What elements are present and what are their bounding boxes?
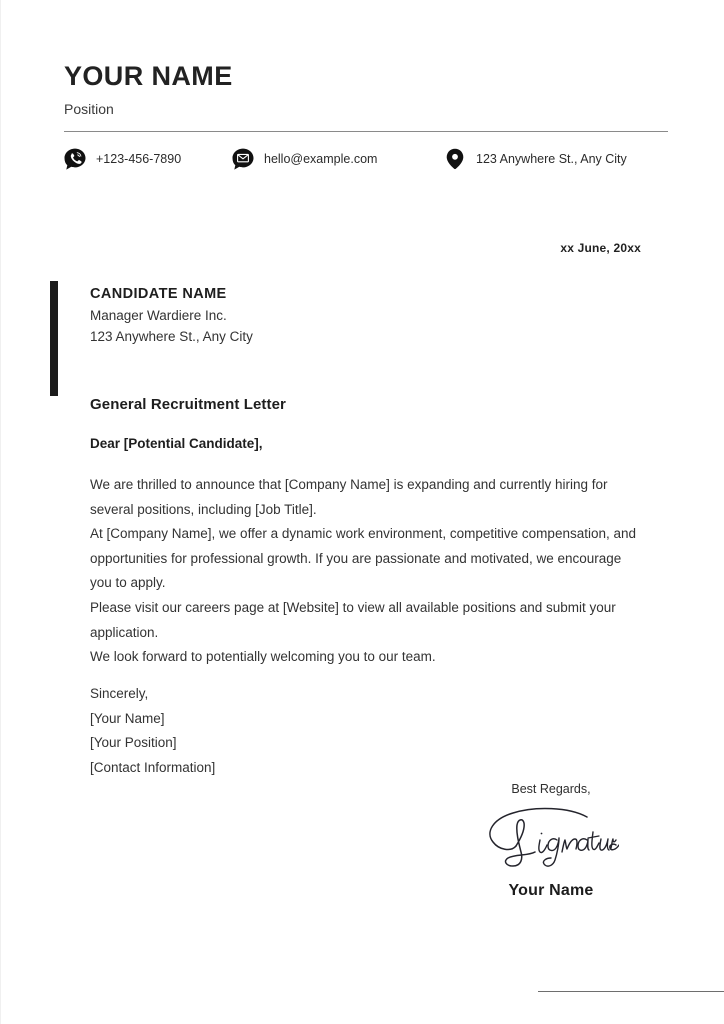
contact-phone xyxy=(64,146,181,172)
body-paragraph: At [Company Name], we offer a dynamic work environment, competitive compensation, and opportunities for professional growth. If you are passionate and motivated, we encourage you to apply. xyxy=(90,526,637,591)
letter-date: xx June, 20xx xyxy=(560,241,641,255)
closing-contact: [Contact Information] xyxy=(90,759,216,775)
contact-row xyxy=(64,146,668,172)
sender-position: Position xyxy=(64,100,114,117)
letter-body xyxy=(90,473,638,670)
accent-bar xyxy=(50,281,58,396)
letter-subject: General Recruitment Letter xyxy=(90,396,286,413)
contact-address xyxy=(444,146,627,172)
email-icon xyxy=(232,148,254,170)
best-regards-label: Best Regards, xyxy=(511,782,591,796)
signature-name: Your Name xyxy=(508,882,594,899)
recipient-company: Manager Wardiere Inc. xyxy=(90,308,227,324)
recipient-address: 123 Anywhere St., Any City xyxy=(90,329,253,345)
body-paragraph: We are thrilled to announce that [Company Name] is expanding and currently hiring for several positions, including [Job Title]. xyxy=(90,477,608,517)
body-paragraph: We look forward to potentially welcoming you to our team. xyxy=(90,649,436,665)
contact-email xyxy=(232,146,377,172)
email-text: hello@example.com xyxy=(264,151,378,166)
recipient-name: CANDIDATE NAME xyxy=(90,286,227,302)
closing-signoff: Sincerely, xyxy=(90,686,149,701)
signature-block xyxy=(441,782,661,900)
sender-name: YOUR NAME xyxy=(64,61,233,91)
footer-divider xyxy=(538,991,724,992)
signature-mark xyxy=(441,804,661,876)
letter-closing xyxy=(90,682,215,780)
letter-salutation: Dear [Potential Candidate], xyxy=(90,436,263,451)
phone-icon xyxy=(64,148,86,170)
closing-name: [Your Name] xyxy=(90,710,165,726)
body-paragraph: Please visit our careers page at [Website] to view all available positions and submit your application. xyxy=(90,599,616,640)
phone-text: +123-456-7890 xyxy=(96,151,182,166)
closing-position: [Your Position] xyxy=(90,735,177,751)
recipient-block xyxy=(90,286,510,348)
letterhead xyxy=(64,62,668,117)
location-pin-icon xyxy=(444,148,466,170)
header-divider xyxy=(64,131,668,132)
address-text: 123 Anywhere St., Any City xyxy=(476,151,627,166)
